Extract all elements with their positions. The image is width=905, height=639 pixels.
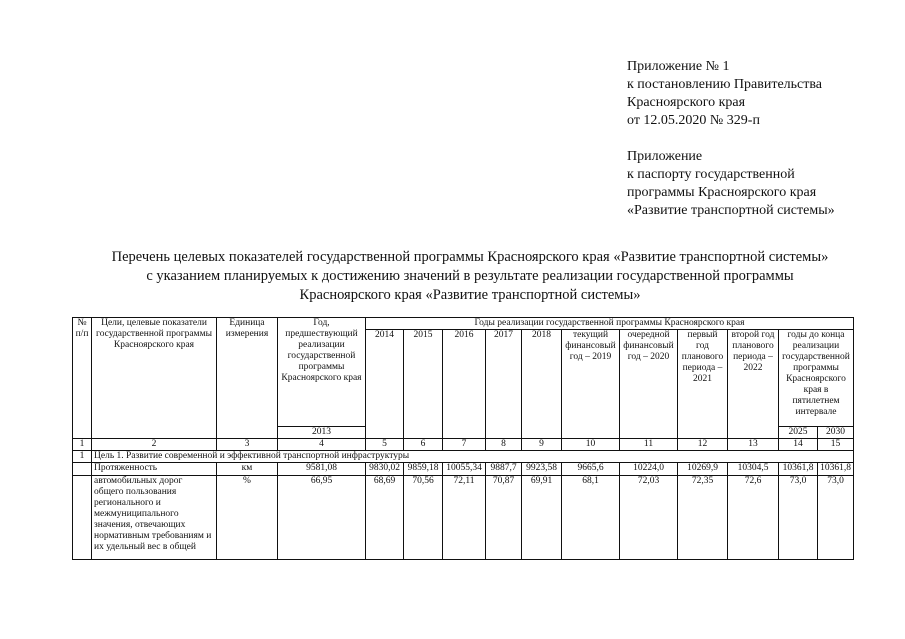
goal-text: Цель 1. Развитие современной и эффективной транспортной инфраструктуры bbox=[92, 451, 854, 463]
column-number: 11 bbox=[620, 439, 678, 451]
table-cell: 10224,0 bbox=[620, 463, 678, 476]
header-year: 2017 bbox=[486, 330, 522, 439]
appendix-line: от 12.05.2020 № 329-п bbox=[627, 113, 760, 128]
table-cell: 9923,58 bbox=[522, 463, 562, 476]
header-year: 2015 bbox=[404, 330, 443, 439]
column-number: 9 bbox=[522, 439, 562, 451]
header-num: № п/п bbox=[73, 318, 92, 439]
table-cell: автомобильных дорог общего пользования регионального и межмуниципального значения, отвечающих нормативным требованиям и их удельный вес в общей bbox=[92, 476, 217, 560]
column-number: 13 bbox=[728, 439, 779, 451]
appendix-line: «Развитие транспортной системы» bbox=[627, 203, 835, 218]
table-cell: 10361,8 bbox=[818, 463, 854, 476]
table-cell: 68,69 bbox=[366, 476, 404, 560]
table-cell: 72,03 bbox=[620, 476, 678, 560]
header-year: 2016 bbox=[443, 330, 486, 439]
appendix-line: программы Красноярского края bbox=[627, 185, 817, 200]
spacer bbox=[627, 130, 835, 148]
header-long-term: годы до конца реализации государственной программы Красноярского края в пятилетнем интервале bbox=[779, 330, 854, 427]
appendix-line: Приложение № 1 bbox=[627, 59, 730, 74]
header-year: текущий финансовый год – 2019 bbox=[562, 330, 620, 439]
appendix-line: Приложение bbox=[627, 149, 703, 164]
table-cell: 10304,5 bbox=[728, 463, 779, 476]
column-number: 2 bbox=[92, 439, 217, 451]
column-number: 4 bbox=[278, 439, 366, 451]
header-years-group: Годы реализации государственной программы Красноярского края bbox=[366, 318, 854, 330]
table-cell: % bbox=[217, 476, 278, 560]
table-cell: 9830,02 bbox=[366, 463, 404, 476]
column-number: 5 bbox=[366, 439, 404, 451]
table-cell: 10269,9 bbox=[678, 463, 728, 476]
table-cell: 72,35 bbox=[678, 476, 728, 560]
table-cell: 10055,34 bbox=[443, 463, 486, 476]
header-year: второй год планового периода – 2022 bbox=[728, 330, 779, 439]
title-line: Перечень целевых показателей государственной программы Красноярского края «Развитие транспортной системы» bbox=[111, 249, 829, 265]
table-cell: 9859,18 bbox=[404, 463, 443, 476]
header-unit: Единица измерения bbox=[217, 318, 278, 439]
table-cell: 73,0 bbox=[779, 476, 818, 560]
table-cell: Протяженность bbox=[92, 463, 217, 476]
document-title bbox=[60, 248, 880, 305]
header-base-year: Год, предшествующий реализации государственной программы Красноярского края bbox=[278, 318, 366, 427]
table-cell: 70,87 bbox=[486, 476, 522, 560]
table-cell bbox=[73, 476, 92, 560]
table-cell: 68,1 bbox=[562, 476, 620, 560]
table-cell: 9887,7 bbox=[486, 463, 522, 476]
appendix-line: к паспорту государственной bbox=[627, 167, 795, 182]
title-line: с указанием планируемых к достижению значений в результате реализации государственной программы bbox=[146, 268, 794, 284]
table-cell: 72,6 bbox=[728, 476, 779, 560]
appendix-line: Красноярского края bbox=[627, 95, 746, 110]
header-year: 2025 bbox=[779, 427, 818, 439]
column-number: 15 bbox=[818, 439, 854, 451]
column-number: 14 bbox=[779, 439, 818, 451]
table-cell: 69,91 bbox=[522, 476, 562, 560]
column-number: 12 bbox=[678, 439, 728, 451]
goal-number: 1 bbox=[73, 451, 92, 463]
table-cell: 73,0 bbox=[818, 476, 854, 560]
header-year: 2018 bbox=[522, 330, 562, 439]
table-cell: 10361,8 bbox=[779, 463, 818, 476]
table-cell: 66,95 bbox=[278, 476, 366, 560]
table-cell: 72,11 bbox=[443, 476, 486, 560]
header-year: очередной финансовый год – 2020 bbox=[620, 330, 678, 439]
header-base-year-value: 2013 bbox=[278, 427, 366, 439]
appendix-line: к постановлению Правительства bbox=[627, 77, 823, 92]
column-number: 3 bbox=[217, 439, 278, 451]
column-number: 7 bbox=[443, 439, 486, 451]
header-year: 2014 bbox=[366, 330, 404, 439]
column-number: 6 bbox=[404, 439, 443, 451]
header-year: 2030 bbox=[818, 427, 854, 439]
indicators-table bbox=[72, 317, 854, 560]
table-cell: 70,56 bbox=[404, 476, 443, 560]
table-cell: 9581,08 bbox=[278, 463, 366, 476]
header-year: первый год планового периода – 2021 bbox=[678, 330, 728, 439]
header-goals: Цели, целевые показатели государственной программы Красноярского края bbox=[92, 318, 217, 439]
appendix-block bbox=[627, 58, 835, 220]
title-line: Красноярского края «Развитие транспортной системы» bbox=[299, 287, 641, 303]
column-number: 1 bbox=[73, 439, 92, 451]
table-cell bbox=[73, 463, 92, 476]
column-number: 8 bbox=[486, 439, 522, 451]
column-number: 10 bbox=[562, 439, 620, 451]
table-cell: 9665,6 bbox=[562, 463, 620, 476]
table-cell: км bbox=[217, 463, 278, 476]
